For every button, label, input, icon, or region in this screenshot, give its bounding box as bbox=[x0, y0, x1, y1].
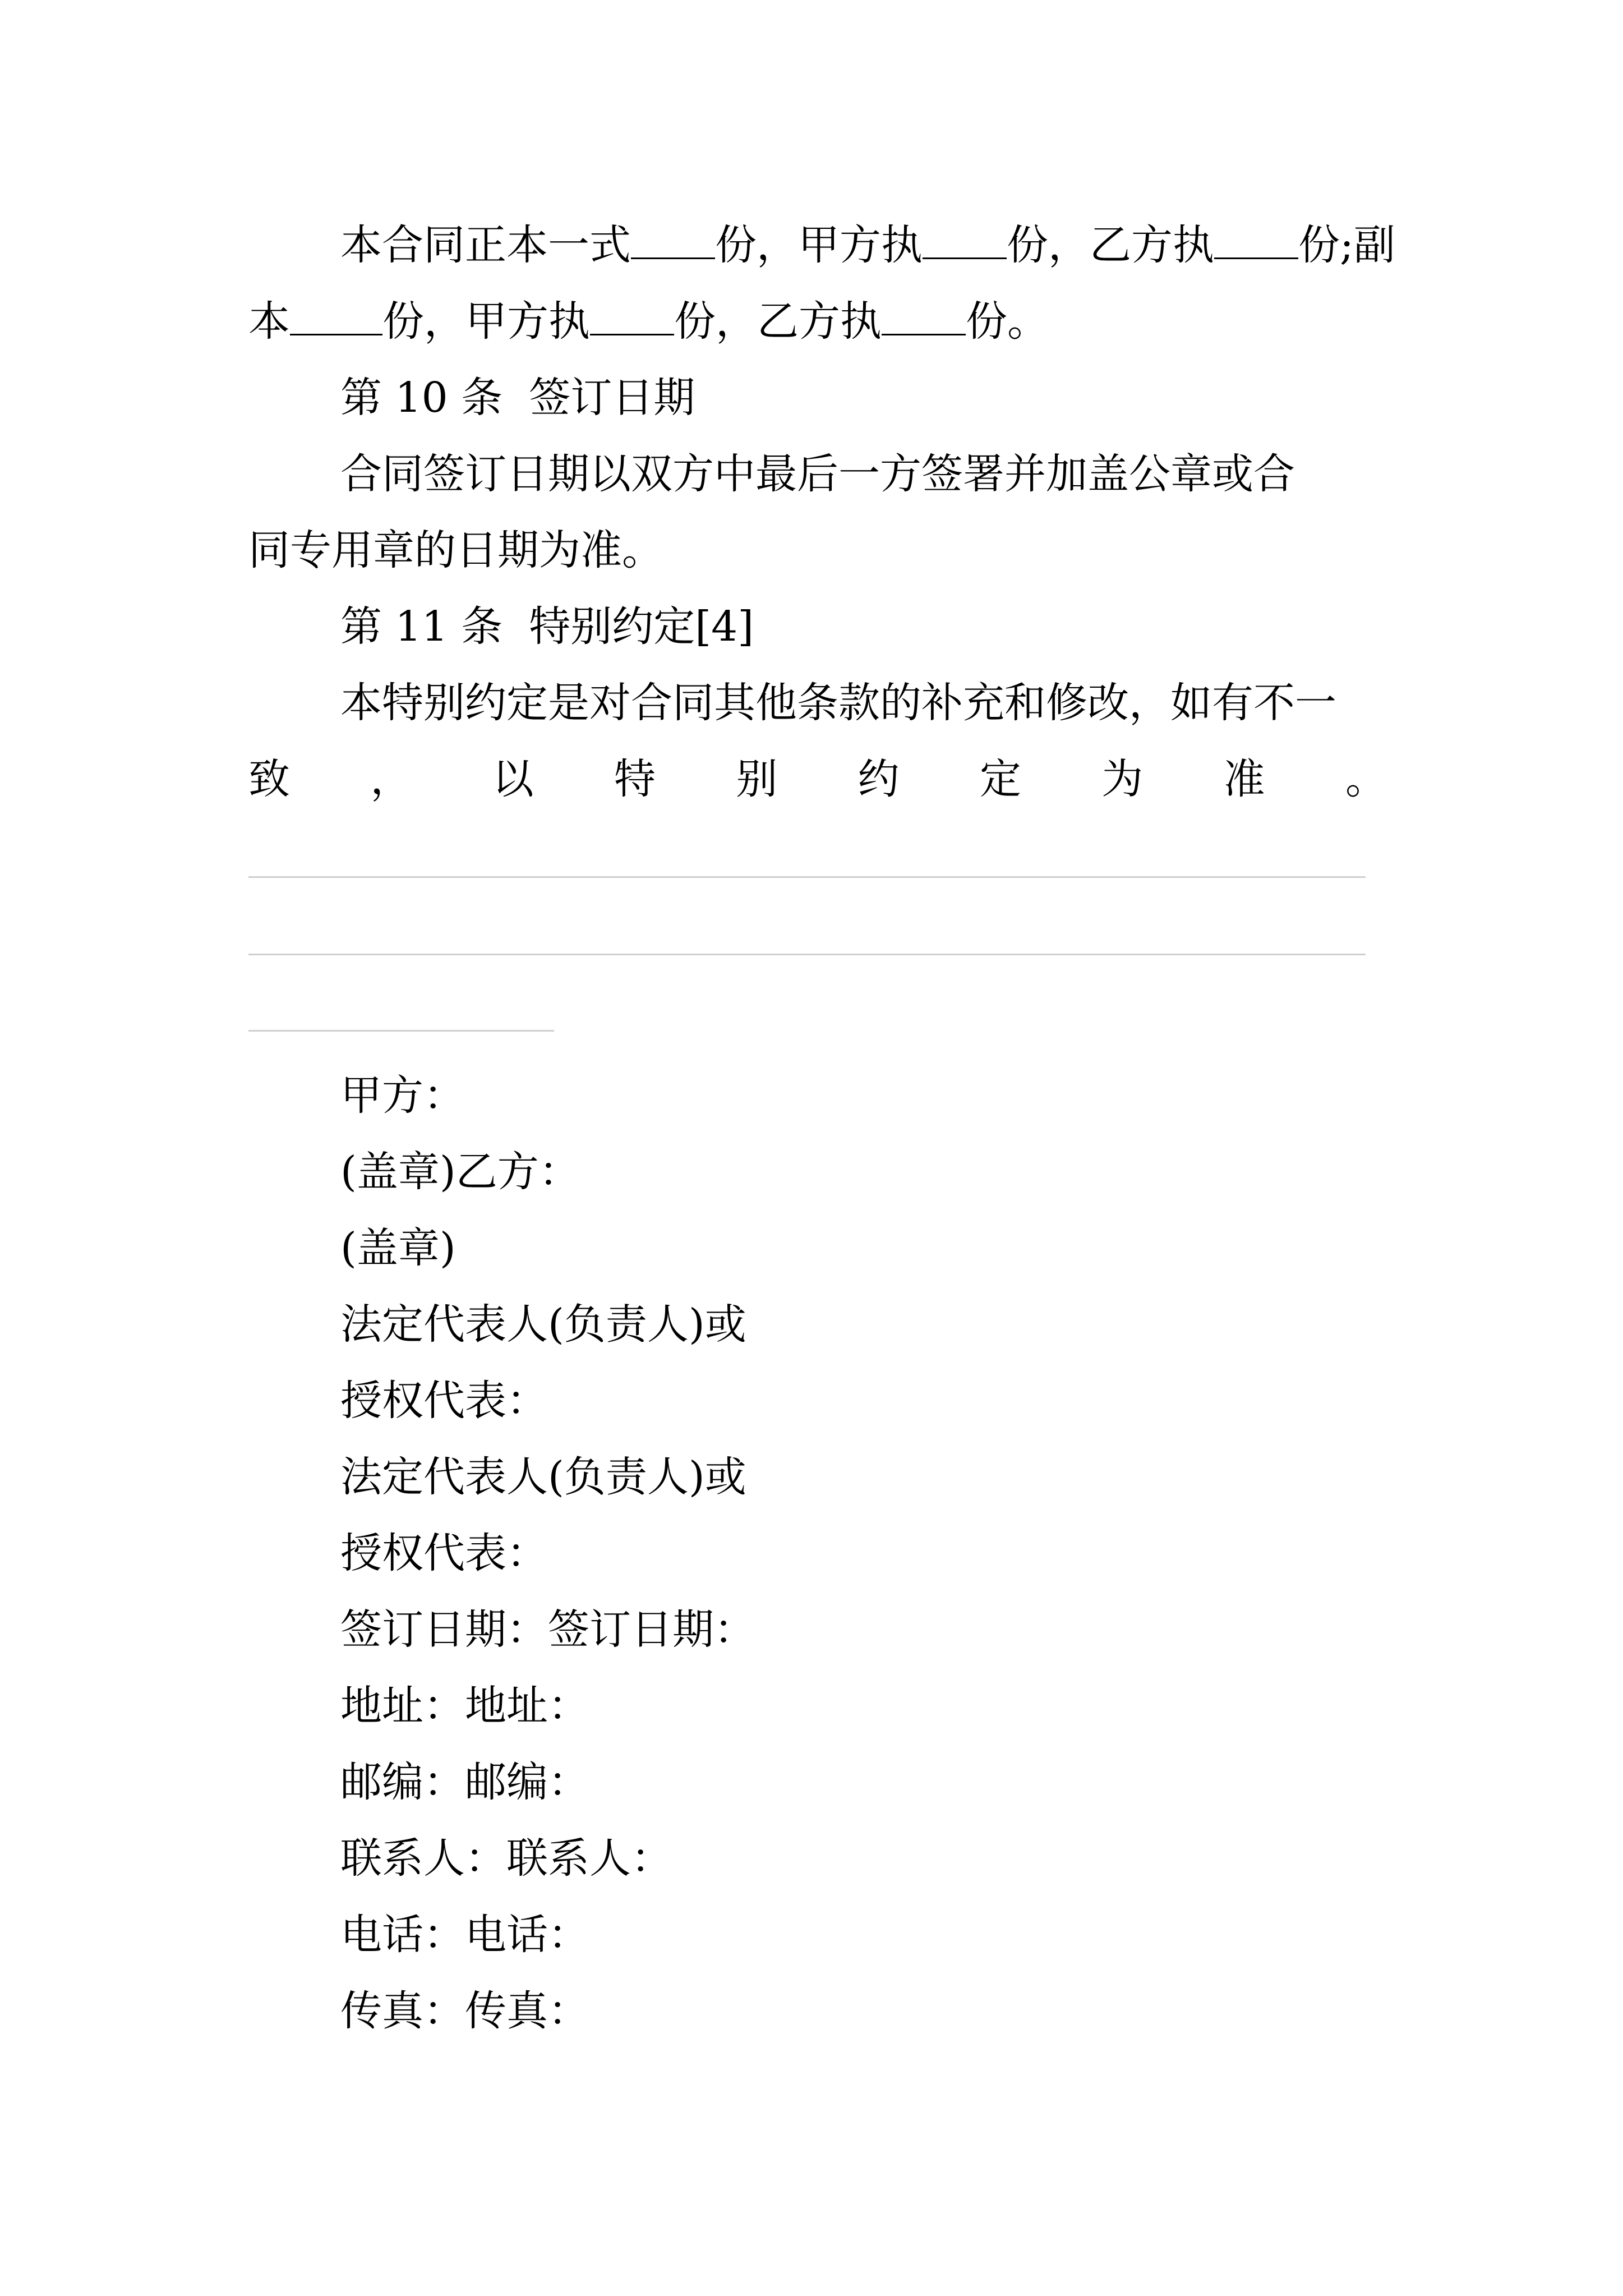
justified-char: 特 bbox=[614, 755, 656, 803]
blank-field bbox=[1214, 223, 1298, 259]
justified-char: ， bbox=[370, 755, 412, 803]
article-10-heading: 第 10 条 签订日期 bbox=[340, 374, 695, 422]
seal-party-b-label: (盖章)乙方： bbox=[340, 1148, 580, 1196]
fill-in-rule bbox=[248, 954, 1366, 955]
justified-char: 致 bbox=[248, 755, 290, 803]
justified-char: 别 bbox=[736, 755, 778, 803]
authorized-representative-label: 授权代表： bbox=[340, 1377, 548, 1425]
blank-field bbox=[631, 223, 715, 259]
article-11-heading: 第 11 条 特别约定[4] bbox=[340, 602, 754, 651]
party-a-label: 甲方： bbox=[340, 1071, 465, 1120]
copies-line-2 bbox=[248, 293, 1049, 349]
justified-char: 以 bbox=[492, 755, 534, 803]
justified-char: 准 bbox=[1223, 755, 1265, 803]
copies-text-f: 份，甲方执 bbox=[382, 297, 590, 346]
article-11-body-line-1: 本特别约定是对合同其他条款的补充和修改，如有不一 bbox=[340, 679, 1336, 727]
justified-char: 。 bbox=[1345, 755, 1387, 803]
copies-text-h: 份。 bbox=[966, 297, 1049, 346]
blank-field bbox=[290, 299, 382, 335]
fax-label: 传真：传真： bbox=[340, 1987, 589, 2035]
sign-date-label: 签订日期：签订日期： bbox=[340, 1605, 755, 1654]
contact-label: 联系人：联系人： bbox=[340, 1834, 672, 1883]
article-11-body-line-2 bbox=[248, 751, 1387, 807]
justified-char: 为 bbox=[1101, 755, 1144, 803]
article-10-body-line-1: 合同签订日期以双方中最后一方签署并加盖公章或合 bbox=[340, 450, 1295, 498]
seal-label: (盖章) bbox=[340, 1224, 456, 1272]
fill-in-rule bbox=[248, 1030, 554, 1032]
blank-field bbox=[882, 299, 966, 335]
fill-in-rule bbox=[248, 876, 1366, 878]
postcode-label: 邮编：邮编： bbox=[340, 1758, 589, 1806]
justified-char: 定 bbox=[979, 755, 1021, 803]
article-10-body-line-2: 同专用章的日期为准。 bbox=[248, 526, 663, 574]
legal-representative-label: 法定代表人(负责人)或 bbox=[340, 1453, 746, 1501]
phone-label: 电话：电话： bbox=[340, 1911, 589, 1959]
blank-field bbox=[590, 299, 674, 335]
copies-text-d: 份;副 bbox=[1298, 221, 1395, 269]
copies-line-1 bbox=[340, 217, 1395, 273]
copies-text-b: 份，甲方执 bbox=[715, 221, 923, 269]
legal-representative-label: 法定代表人(负责人)或 bbox=[340, 1300, 746, 1349]
blank-field bbox=[923, 223, 1007, 259]
copies-text-a: 本合同正本一式 bbox=[340, 221, 631, 269]
address-label: 地址：地址： bbox=[340, 1682, 589, 1730]
authorized-representative-label: 授权代表： bbox=[340, 1529, 548, 1577]
copies-text-e: 本 bbox=[248, 297, 290, 346]
copies-text-g: 份，乙方执 bbox=[674, 297, 882, 346]
justified-char: 约 bbox=[857, 755, 900, 803]
copies-text-c: 份，乙方执 bbox=[1007, 221, 1214, 269]
